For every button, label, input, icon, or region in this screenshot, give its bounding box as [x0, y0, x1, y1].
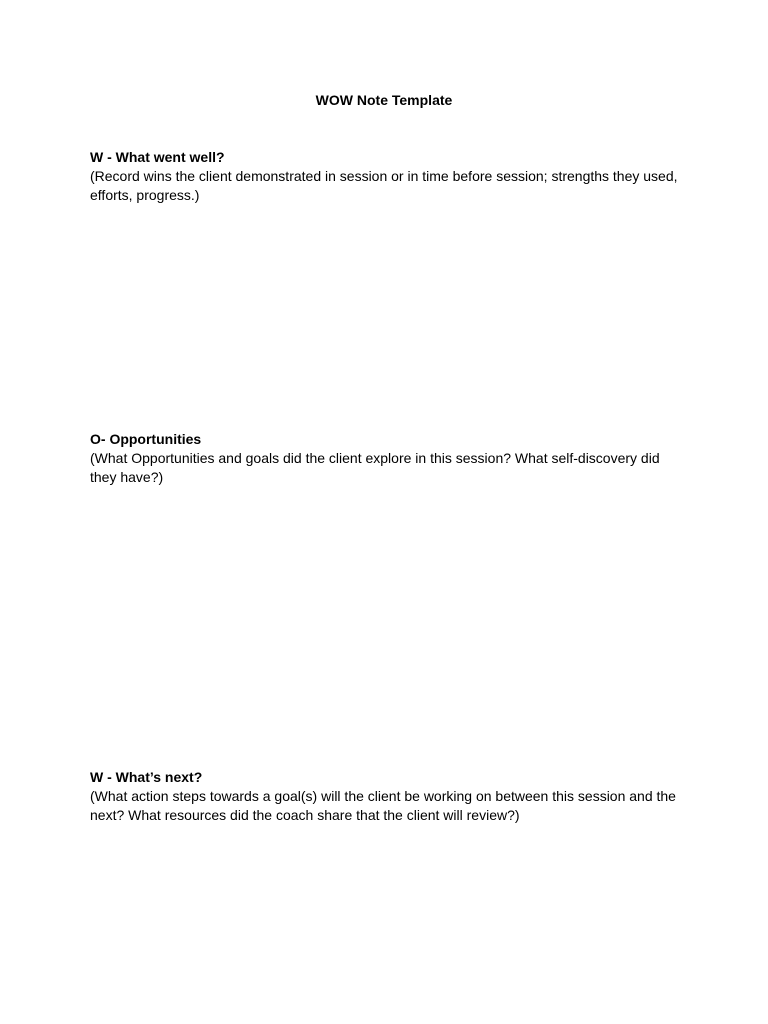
section-heading: W - What’s next?	[90, 769, 203, 785]
document-title: WOW Note Template	[315, 92, 453, 108]
section-opportunities	[90, 430, 680, 487]
section-heading: O- Opportunities	[90, 431, 202, 447]
section-prompt: (Record wins the client demonstrated in session or in time before session; strengths they used, efforts, progress.)	[90, 168, 678, 203]
section-prompt: (What Opportunities and goals did the client explore in this session? What self-discovery did they have?)	[90, 450, 660, 485]
section-what-went-well	[90, 148, 680, 205]
section-prompt: (What action steps towards a goal(s) will the client be working on between this session and the next? What resources did the coach share that the client will review?)	[90, 788, 676, 823]
section-whats-next	[90, 768, 680, 825]
section-heading: W - What went well?	[90, 149, 225, 165]
